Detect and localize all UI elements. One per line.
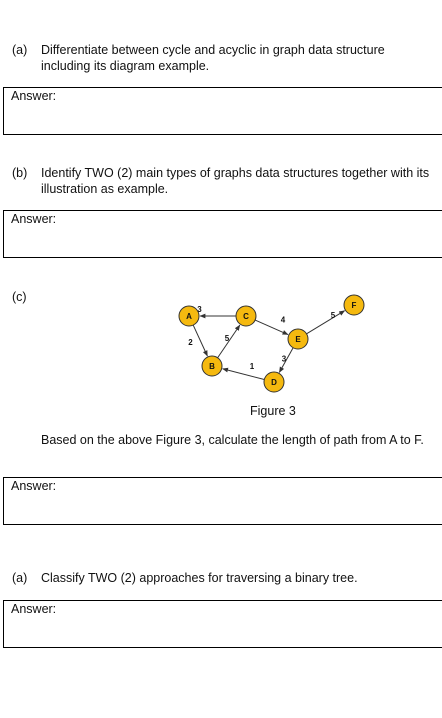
answer-label: Answer: — [11, 602, 57, 616]
question-label: (b) — [12, 166, 28, 180]
question-c — [12, 432, 432, 448]
question-b — [12, 165, 432, 197]
graph-node-label: B — [209, 362, 215, 371]
graph-node-label: F — [351, 301, 357, 310]
edge-weight-label: 3 — [197, 305, 202, 314]
answer-box-c[interactable] — [3, 477, 442, 525]
answer-label: Answer: — [11, 479, 57, 493]
question-text: Based on the above Figure 3, calculate the length of path from A to F. — [41, 433, 424, 447]
edge-weight-label: 2 — [188, 338, 193, 347]
question-text: Identify TWO (2) main types of graphs data structures together with its illustration as example. — [41, 166, 430, 196]
question-label: (a) — [12, 571, 28, 585]
graph-node-label: D — [271, 378, 277, 387]
graph-nodes — [179, 295, 364, 392]
edge-weight-label: 5 — [224, 334, 230, 343]
question-a2 — [12, 570, 432, 586]
edge-D-B — [223, 369, 265, 380]
question-text: Classify TWO (2) approaches for traversing a binary tree. — [41, 571, 358, 585]
answer-box-b[interactable] — [3, 210, 442, 258]
answer-label: Answer: — [11, 89, 57, 103]
question-label: (a) — [12, 43, 28, 57]
graph-node-label: E — [295, 335, 301, 344]
edge-E-F — [307, 311, 345, 334]
answer-box-a2[interactable] — [3, 600, 442, 648]
question-text: Differentiate between cycle and acyclic in graph data structure including its diagram example. — [41, 43, 385, 73]
graph-node-label: C — [243, 312, 249, 321]
edge-weight-label: 5 — [330, 311, 336, 320]
question-a — [12, 42, 432, 74]
figure-caption: Figure 3 — [250, 404, 296, 418]
edge-A-B — [193, 325, 207, 356]
question-label: (c) — [12, 290, 27, 304]
edge-weight-label: 1 — [249, 362, 255, 371]
graph-figure — [170, 288, 380, 400]
edge-weight-label: 4 — [280, 315, 286, 325]
edge-weight-label: 3 — [281, 354, 287, 364]
answer-label: Answer: — [11, 212, 57, 226]
answer-box-a[interactable] — [3, 87, 442, 135]
graph-node-label: A — [186, 312, 192, 321]
